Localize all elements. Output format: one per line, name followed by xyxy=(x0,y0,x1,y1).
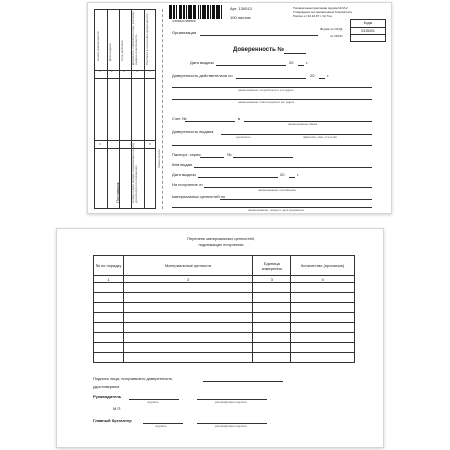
valid-until-label: Доверенность действительна по xyxy=(172,73,233,78)
account-label: Счет № xyxy=(172,116,187,121)
table-row xyxy=(94,303,355,313)
col-number-1: 1 xyxy=(94,276,124,283)
stub-header-date: Дата выдачи xyxy=(108,43,112,61)
table-cell[interactable] xyxy=(253,323,291,333)
table-cell[interactable] xyxy=(291,353,355,363)
cut-line xyxy=(162,9,163,209)
barcode-bar xyxy=(190,5,192,19)
certify-label: удостоверяем. xyxy=(93,384,121,389)
table-cell[interactable] xyxy=(94,313,124,323)
table-cell[interactable] xyxy=(291,333,355,343)
bank-caption: наименование банка xyxy=(288,122,318,126)
barcode-bar xyxy=(176,5,178,19)
organization-label: Организация xyxy=(172,30,197,35)
codes-header: Коды xyxy=(363,21,373,25)
barcode-bar xyxy=(210,5,211,19)
barcode-bar xyxy=(195,5,196,19)
name-caption: фамилия, имя, отчество xyxy=(303,135,337,139)
barcode-digits: 4 606224 050500 xyxy=(172,19,196,23)
article-number: Арт. 130013 xyxy=(230,6,252,11)
accountant-decode-caption: расшифровка подписи xyxy=(215,424,247,428)
sheet-count: 100 листов xyxy=(230,15,251,20)
table-cell[interactable] xyxy=(94,283,124,293)
passport-date-label: Дата выдачи xyxy=(172,172,196,177)
payer-caption: наименование плательщика и его адрес xyxy=(238,100,295,104)
accountant-label: Главный бухгалтер xyxy=(93,418,132,423)
form-page-2 xyxy=(56,228,384,448)
col-header-quantity: Количество (прописью) xyxy=(291,256,355,276)
passport-series-label: Паспорт: серия xyxy=(172,152,201,157)
document-caption: наименование, номер и дата документа xyxy=(248,208,304,212)
list-title-line1: Перечень материальных ценностей, xyxy=(187,236,255,241)
stub-header-number: Номер доверенности xyxy=(96,31,100,61)
stub-number-4: 4 xyxy=(136,69,138,73)
table-cell[interactable] xyxy=(123,343,252,353)
stub-number-7: 7 xyxy=(130,142,132,146)
consumer-caption: наименование потребителя и его адрес xyxy=(238,88,294,92)
form-reference: Типовая межотраслевая форма № М-2 xyxy=(293,6,348,10)
document-title: Доверенность № xyxy=(233,47,285,53)
manager-decode-caption: расшифровка подписи xyxy=(215,400,247,404)
position-caption: должность xyxy=(236,135,251,139)
passport-year-abbr: г. xyxy=(297,172,300,177)
stub-header-term: Срок действия xyxy=(120,40,124,61)
col-header-values: Материальные ценности xyxy=(123,256,252,276)
table-cell[interactable] xyxy=(253,343,291,353)
form-approved: Утверждена постановлением Госкомстата xyxy=(293,10,352,14)
table-cell[interactable] xyxy=(94,353,124,363)
accountant-signature-caption: подпись xyxy=(155,424,167,428)
valid-year-abbr: г. xyxy=(327,73,330,78)
issued-to-label: Доверенность выдана xyxy=(172,129,214,134)
manager-signature-caption: подпись xyxy=(147,400,159,404)
table-cell[interactable] xyxy=(291,293,355,303)
issue-year: 20 xyxy=(289,60,294,65)
table-cell[interactable] xyxy=(123,323,252,333)
list-title-line2: подлежащих получению xyxy=(198,242,244,247)
table-cell[interactable] xyxy=(291,323,355,333)
stub-number-2: 2 xyxy=(111,69,113,73)
stub-header-receipt: Расписка в получении доверенности xyxy=(145,13,149,65)
receive-from-label: На получение от xyxy=(172,182,203,187)
table-cell[interactable] xyxy=(94,303,124,313)
okud-label: Форма по ОКУД xyxy=(320,27,343,31)
barcode-bar xyxy=(200,5,201,19)
passport-number-label: № xyxy=(227,152,232,157)
barcode-bar xyxy=(221,5,222,19)
barcode-bar xyxy=(181,5,182,19)
table-cell[interactable] xyxy=(253,283,291,293)
passport-year: 20 xyxy=(280,172,285,177)
table-cell[interactable] xyxy=(123,293,252,303)
manager-label: Руководитель xyxy=(93,394,122,399)
form-page-1 xyxy=(87,2,392,214)
stub-number-3: 3 xyxy=(123,69,125,73)
table-cell[interactable] xyxy=(123,303,252,313)
col-number-3: 3 xyxy=(253,276,291,283)
barcode-bar xyxy=(186,5,187,19)
codes-table xyxy=(350,19,386,42)
table-cell[interactable] xyxy=(291,343,355,353)
table-cell[interactable] xyxy=(291,283,355,293)
issue-year-abbr: г. xyxy=(306,60,309,65)
table-row xyxy=(94,333,355,343)
stub-number-1: 1 xyxy=(99,69,101,73)
issued-by-label: Кем выдан xyxy=(172,162,193,167)
table-cell[interactable] xyxy=(123,283,252,293)
table-row xyxy=(94,353,355,363)
table-row xyxy=(94,313,355,323)
okpo-code xyxy=(351,34,385,41)
cut-line-label: Линия отреза xyxy=(157,149,161,168)
signature-label: Подпись лица, получившего доверенность xyxy=(93,376,173,381)
table-cell[interactable] xyxy=(253,353,291,363)
table-row xyxy=(94,343,355,353)
stub-number-6: 6 xyxy=(99,142,101,146)
table-cell[interactable] xyxy=(253,313,291,323)
table-cell[interactable] xyxy=(253,303,291,313)
supplier-caption: наименование поставщика xyxy=(258,188,296,192)
table-row xyxy=(94,323,355,333)
issue-date-label: Дата выдачи xyxy=(190,60,214,65)
table-cell[interactable] xyxy=(123,313,252,323)
stub-doc-header: Номер и дата наряда (заменяющего наряд документа) или извещения xyxy=(131,143,138,203)
okpo-label: по ОКПО xyxy=(330,34,343,38)
form-approved-date: России от 30.10.97 г. № 71а xyxy=(293,14,332,18)
table-row xyxy=(94,283,355,293)
table-cell[interactable] xyxy=(94,333,124,343)
table-cell[interactable] xyxy=(123,353,252,363)
barcode-bar xyxy=(171,5,172,19)
table-cell[interactable] xyxy=(94,323,124,333)
values-label: материальных ценностей по xyxy=(172,194,226,199)
table-cell[interactable] xyxy=(253,333,291,343)
table-cell[interactable] xyxy=(253,293,291,303)
table-number-row xyxy=(94,276,355,283)
table-cell[interactable] xyxy=(291,313,355,323)
values-table xyxy=(93,255,355,363)
table-cell[interactable] xyxy=(94,343,124,353)
barcode-bar xyxy=(205,5,206,19)
col-header-unit: Единица измерения xyxy=(253,256,291,276)
table-cell[interactable] xyxy=(123,333,252,343)
barcode-bar xyxy=(219,5,220,19)
bank-in-label: в xyxy=(238,116,241,121)
col-number-4: 4 xyxy=(291,276,355,283)
stub-header-person: Должность и фамилия лица, которому выдана доверенность xyxy=(131,11,138,65)
table-row xyxy=(94,293,355,303)
barcode-bar xyxy=(214,5,215,19)
stub-supplier-label: Поставщик xyxy=(115,182,120,203)
col-number-2: 2 xyxy=(123,276,252,283)
barcode xyxy=(169,5,223,19)
seal-label: М.П. xyxy=(113,406,122,411)
stub-number-5: 5 xyxy=(149,69,151,73)
valid-year: 20 xyxy=(310,73,315,78)
stub-number-8: 8 xyxy=(149,142,151,146)
table-cell[interactable] xyxy=(94,293,124,303)
okud-code: 0315001 xyxy=(351,27,385,34)
col-header-number: № по порядку xyxy=(94,256,124,276)
table-cell[interactable] xyxy=(291,303,355,313)
